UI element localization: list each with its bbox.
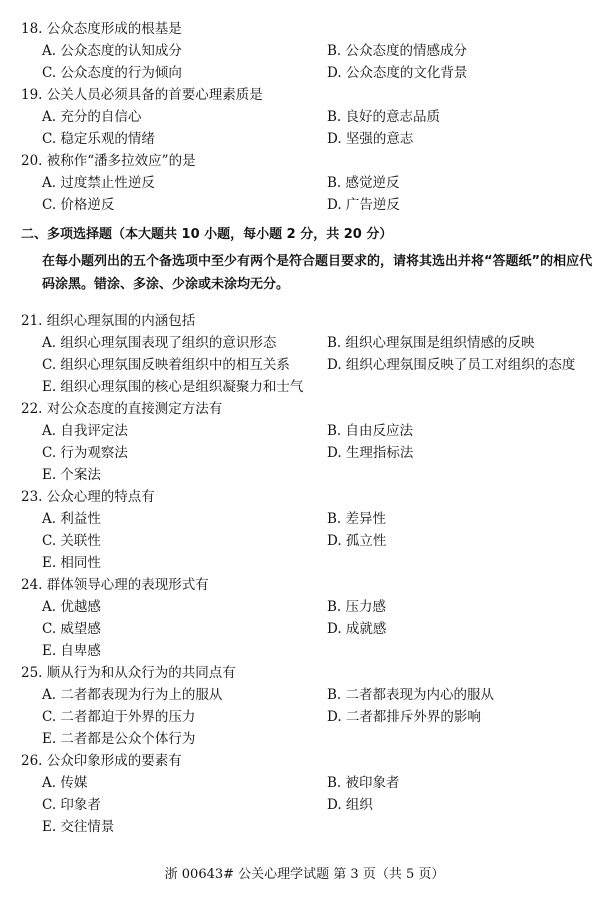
option-item: C. 组织心理氛围反映着组织中的相互关系 bbox=[42, 357, 290, 373]
option-item: B. 二者都表现为内心的服从 bbox=[327, 687, 495, 703]
option-list bbox=[21, 684, 596, 750]
option-list bbox=[21, 106, 596, 150]
question bbox=[21, 486, 596, 574]
question-stem: 18. 公众态度形成的根基是 bbox=[21, 21, 182, 37]
option-item: A. 公众态度的认知成分 bbox=[42, 43, 182, 59]
option-item: C. 关联性 bbox=[42, 533, 101, 549]
option-item: A. 过度禁止性逆反 bbox=[42, 175, 155, 191]
option-item: B. 自由反应法 bbox=[327, 423, 414, 439]
question-stem: 25. 顺从行为和从众行为的共同点有 bbox=[21, 665, 236, 681]
option-item: E. 个案法 bbox=[42, 467, 101, 483]
option-item: B. 差异性 bbox=[327, 511, 387, 527]
option-item: A. 组织心理氛围表现了组织的意识形态 bbox=[42, 335, 277, 351]
option-item: D. 孤立性 bbox=[327, 533, 387, 549]
question bbox=[21, 662, 596, 750]
option-list bbox=[21, 332, 596, 398]
option-item: B. 压力感 bbox=[327, 599, 387, 615]
option-item: B. 被印象者 bbox=[327, 775, 400, 791]
option-list bbox=[21, 772, 596, 838]
option-item: E. 自卑感 bbox=[42, 643, 101, 659]
option-item: D. 成就感 bbox=[327, 621, 387, 637]
option-item: C. 二者都迫于外界的压力 bbox=[42, 709, 196, 725]
option-item: C. 印象者 bbox=[42, 797, 101, 813]
option-item: E. 二者都是公众个体行为 bbox=[42, 731, 196, 747]
option-item: B. 感觉逆反 bbox=[327, 175, 400, 191]
option-item: A. 传媒 bbox=[42, 775, 88, 791]
option-item: D. 广告逆反 bbox=[327, 197, 400, 213]
question bbox=[21, 750, 596, 838]
option-item: D. 组织心理氛围反映了员工对组织的态度 bbox=[327, 357, 576, 373]
option-item: A. 优越感 bbox=[42, 599, 101, 615]
option-item: A. 二者都表现为行为上的服从 bbox=[42, 687, 223, 703]
option-item: C. 威望感 bbox=[42, 621, 101, 637]
question-stem: 26. 公众印象形成的要素有 bbox=[21, 753, 182, 769]
option-item: C. 稳定乐观的情绪 bbox=[42, 131, 155, 147]
question-stem: 23. 公众心理的特点有 bbox=[21, 489, 155, 505]
option-item: E. 相同性 bbox=[42, 555, 101, 571]
question bbox=[21, 398, 596, 486]
question-stem: 21. 组织心理氛围的内涵包括 bbox=[21, 313, 196, 329]
option-item: E. 交往情景 bbox=[42, 819, 115, 835]
question-stem: 22. 对公众态度的直接测定方法有 bbox=[21, 401, 223, 417]
option-list bbox=[21, 420, 596, 486]
single-choice-questions bbox=[21, 18, 596, 216]
option-item: D. 生理指标法 bbox=[327, 445, 414, 461]
page-content bbox=[21, 18, 596, 838]
question-stem: 19. 公关人员必须具备的首要心理素质是 bbox=[21, 87, 263, 103]
question bbox=[21, 574, 596, 662]
page-footer: 浙 00643# 公关心理学试题 第 3 页（共 5 页） bbox=[164, 867, 445, 882]
section-heading: 二、多项选择题（本大题共 10 小题，每小题 2 分，共 20 分） bbox=[21, 227, 393, 242]
section-instruction: 在每小题列出的五个备选项中至少有两个是符合题目要求的，请将其选出并将“答题纸”的相应代码涂黑。错涂、多涂、少涂或未涂均无分。 bbox=[42, 254, 593, 292]
question bbox=[21, 18, 596, 84]
option-item: C. 价格逆反 bbox=[42, 197, 115, 213]
option-item: C. 行为观察法 bbox=[42, 445, 128, 461]
option-item: A. 充分的自信心 bbox=[42, 109, 142, 125]
option-item: A. 利益性 bbox=[42, 511, 101, 527]
option-item: C. 公众态度的行为倾向 bbox=[42, 65, 182, 81]
option-list bbox=[21, 596, 596, 662]
multiple-choice-questions bbox=[21, 310, 596, 838]
question-stem: 24. 群体领导心理的表现形式有 bbox=[21, 577, 209, 593]
option-item: D. 二者都排斥外界的影响 bbox=[327, 709, 481, 725]
option-item: B. 良好的意志品质 bbox=[327, 109, 441, 125]
question bbox=[21, 84, 596, 150]
option-item: B. 公众态度的情感成分 bbox=[327, 43, 468, 59]
option-list bbox=[21, 40, 596, 84]
option-item: D. 坚强的意志 bbox=[327, 131, 414, 147]
option-list bbox=[21, 508, 596, 574]
option-item: D. 组织 bbox=[327, 797, 373, 813]
question bbox=[21, 150, 596, 216]
option-item: E. 组织心理氛围的核心是组织凝聚力和士气 bbox=[42, 379, 304, 395]
option-item: B. 组织心理氛围是组织情感的反映 bbox=[327, 335, 535, 351]
option-list bbox=[21, 172, 596, 216]
question-stem: 20. 被称作“潘多拉效应”的是 bbox=[21, 153, 196, 169]
option-item: A. 自我评定法 bbox=[42, 423, 128, 439]
question bbox=[21, 310, 596, 398]
option-item: D. 公众态度的文化背景 bbox=[327, 65, 468, 81]
